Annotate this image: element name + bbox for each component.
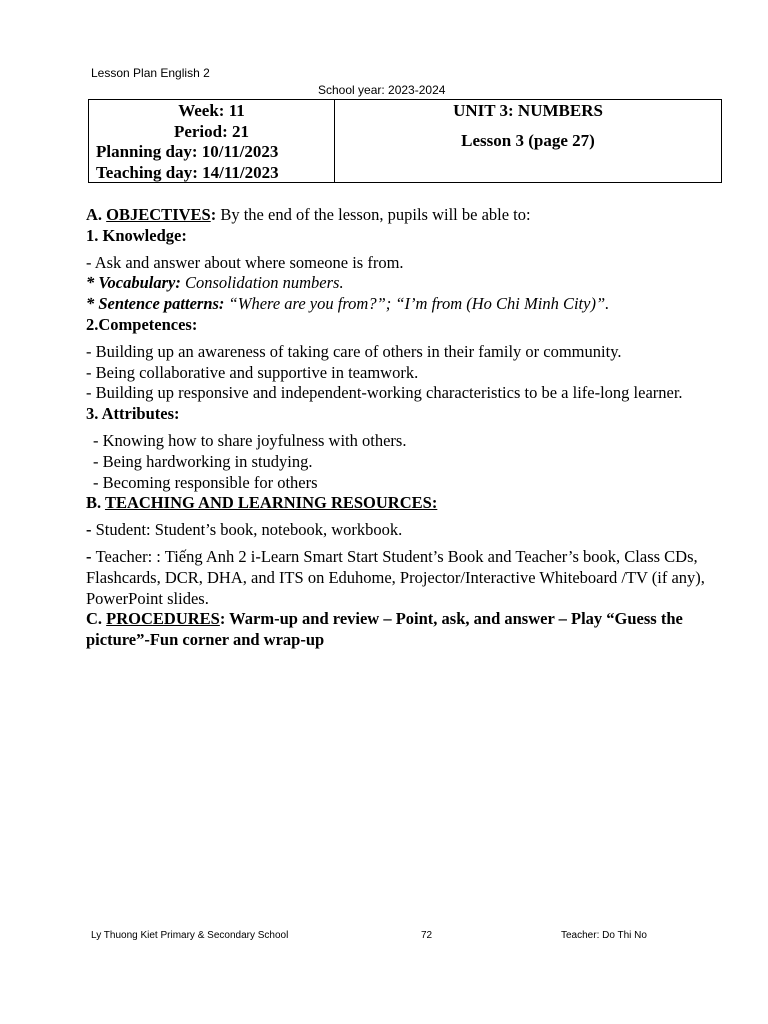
attribute-item: - Knowing how to share joyfulness with others.	[93, 430, 407, 450]
schedule-cell	[89, 100, 335, 182]
objectives-label: OBJECTIVES	[106, 205, 211, 224]
document-title: Lesson Plan English 2	[91, 66, 210, 80]
footer-school: Ly Thuong Kiet Primary & Secondary School	[91, 930, 289, 941]
teaching-day-label: Teaching day: 14/11/2023	[96, 162, 279, 182]
vocabulary-line: * Vocabulary: Consolidation numbers.	[86, 273, 344, 293]
lesson-title: Lesson 3 (page 27)	[461, 131, 595, 150]
teacher-resources: - Teacher: : Tiếng Anh 2 i-Learn Smart Start Student’s Book and Teacher’s book, Class CDs, Flashcards, DCR, DHA, and ITS on Eduhome, Projector/Interactive Whiteboard /TV (if any), PowerPoint slides.	[86, 546, 705, 608]
competence-item: - Building up an awareness of taking care of others in their family or community.	[86, 341, 622, 361]
resources-heading: B. TEACHING AND LEARNING RESOURCES:	[86, 493, 438, 513]
procedures-text: : Warm-up and review – Point, ask, and answer – Play “Guess the picture”-Fun corner and wrap-up	[86, 609, 683, 650]
lesson-info-table	[88, 99, 722, 183]
procedures-heading: C. PROCEDURES: Warm-up and review – Point, ask, and answer – Play “Guess the picture”-Fun corner and wrap-up	[86, 609, 683, 650]
footer-page-number: 72	[421, 930, 433, 941]
attribute-item: - Becoming responsible for others	[93, 472, 318, 492]
attributes-heading: 3. Attributes:	[86, 404, 180, 424]
school-year: School year: 2023-2024	[318, 83, 446, 97]
competence-item: - Building up responsive and independent-working characteristics to be a life-long learner.	[86, 383, 683, 403]
knowledge-heading: 1. Knowledge:	[86, 225, 187, 245]
resources-label: TEACHING AND LEARNING RESOURCES:	[104, 493, 438, 513]
knowledge-item: - Ask and answer about where someone is from.	[86, 252, 404, 272]
objectives-intro: By the end of the lesson, pupils will be able to:	[216, 205, 531, 224]
unit-title: UNIT 3: NUMBERS	[453, 101, 603, 120]
footer-teacher: Teacher: Do Thi No	[561, 930, 647, 941]
attribute-item: - Being hardworking in studying.	[93, 451, 313, 471]
procedures-label: PROCEDURES	[106, 609, 220, 629]
sentence-patterns-line: * Sentence patterns: “Where are you from?”; “I’m from (Ho Chi Minh City)”.	[86, 294, 610, 314]
period-label: Period: 21	[173, 121, 250, 141]
planning-day-label: Planning day: 10/11/2023	[96, 142, 279, 161]
week-label: Week: 11	[178, 101, 245, 120]
objectives-heading: A. OBJECTIVES: By the end of the lesson, pupils will be able to:	[86, 205, 531, 224]
competence-item: - Being collaborative and supportive in teamwork.	[86, 362, 419, 382]
lesson-body	[86, 205, 746, 651]
competences-heading: 2.Competences:	[86, 314, 198, 334]
student-resources: - Student: Student’s book, notebook, workbook.	[86, 520, 403, 540]
unit-cell	[335, 100, 721, 182]
